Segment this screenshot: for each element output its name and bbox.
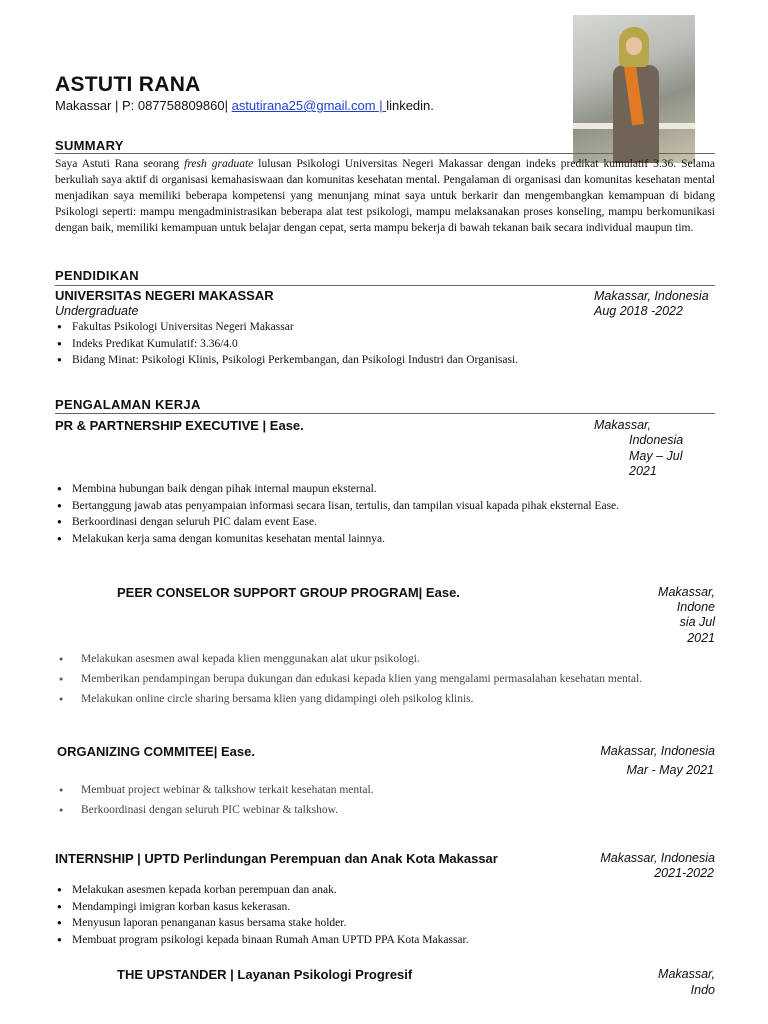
education-divider <box>55 285 715 286</box>
candidate-name: ASTUTI RANA <box>55 73 201 96</box>
job-duties-organizing-committee <box>55 783 715 823</box>
job-location: Makassar, Indonesia <box>600 851 715 865</box>
job-duties-peer-conselor <box>55 652 715 712</box>
school-location: Makassar, Indonesia <box>594 289 709 303</box>
job-location-line: Indonesia <box>629 433 684 447</box>
job-period-line: 2021 <box>629 464 657 478</box>
degree: Undergraduate <box>55 304 139 318</box>
experience-heading: PENGALAMAN KERJA <box>55 397 201 412</box>
list-item: ● Melakukan kerja sama dengan komunitas kesehatan mental lainnya. <box>55 531 675 548</box>
list-item: ● Membuat project webinar & talkshow terkait kesehatan mental. <box>55 783 715 798</box>
education-period: Aug 2018 -2022 <box>594 304 683 318</box>
list-item: ● Menyusun laporan penanganan kasus bersama stake holder. <box>55 915 715 932</box>
list-item: ● Membina hubungan baik dengan pihak internal maupun eksternal. <box>55 481 675 498</box>
summary-divider <box>55 153 715 154</box>
job-location: Makassar, Indonesia <box>600 744 715 758</box>
list-item: ● Melakukan asesmen awal kepada klien menggunakan alat ukur psikologi. <box>55 652 715 667</box>
email-link[interactable]: astutirana25@gmail.com | <box>231 98 387 113</box>
job-period: 2021-2022 <box>654 866 714 880</box>
job-title-organizing-committee: ORGANIZING COMMITEE| Ease. <box>57 744 255 759</box>
education-heading: PENDIDIKAN <box>55 268 139 283</box>
list-item: ● Melakukan asesmen kepada korban perempuan dan anak. <box>55 882 715 899</box>
job-period: Mar - May 2021 <box>626 763 714 777</box>
list-item: ● Mendampingi imigran korban kasus kekerasan. <box>55 899 715 916</box>
summary-text-end: lulusan Psikologi Universitas Negeri Makassar dengan indeks predikat kumulatif 3.36. Selama berkuliah saya aktif di organisasi kemahasiswaan dan komunitas kesehatan mental. Pengalaman di organisasi dan komunitas kesehatan mental menjadikan saya memiliki beberapa kompetensi yang menunjang minat saya untuk berkarir dan mengembangkan kemampuan di bidang Psikologi seperti: mampu mengadministrasikan beberapa alat test psikologi, mampu melaksanakan proses konseling, mampu berkomunikasi dengan baik, memiliki kemampuan untuk belajar dengan cepat, serta mampu bekerja di bawah tekanan baik secara individual maupun tim. <box>55 158 715 234</box>
list-item: ● Fakultas Psikologi Universitas Negeri Makassar <box>55 319 715 336</box>
list-item: ● Berkoordinasi dengan seluruh PIC dalam event Ease. <box>55 514 675 531</box>
job-title-internship: INTERNSHIP | UPTD Perlindungan Perempuan dan Anak Kota Makassar <box>55 851 498 866</box>
list-item: ● Bidang Minat: Psikologi Klinis, Psikologi Perkembangan, dan Psikologi Industri dan Organisasi. <box>55 352 715 369</box>
summary-text-start: Saya Astuti Rana seorang <box>55 158 185 170</box>
education-list <box>55 319 715 369</box>
experience-divider <box>55 413 715 414</box>
job-location-line: Makassar, <box>658 967 715 981</box>
contact-line <box>55 98 434 113</box>
job-location-line: Indone <box>676 600 715 614</box>
job-duties-internship <box>55 882 715 948</box>
summary-paragraph <box>55 156 715 236</box>
job-location-line: sia Jul <box>679 615 715 629</box>
job-location-line: Makassar, <box>594 418 651 432</box>
linkedin-link[interactable]: linkedin. <box>386 98 434 113</box>
job-title-peer-conselor: PEER CONSELOR SUPPORT GROUP PROGRAM| Ease. <box>117 585 460 600</box>
list-item: ● Berkoordinasi dengan seluruh PIC webinar & talkshow. <box>55 803 715 818</box>
list-item: ● Membuat program psikologi kepada binaan Rumah Aman UPTD PPA Kota Makassar. <box>55 932 715 949</box>
profile-photo <box>573 15 695 163</box>
list-item: ● Bertanggung jawab atas penyampaian informasi secara lisan, tertulis, dan tampilan visual kapada pihak eksternal Ease. <box>55 498 675 515</box>
summary-heading: SUMMARY <box>55 138 124 153</box>
summary-text-italic: fresh graduate <box>184 158 254 170</box>
job-title-pr: PR & PARTNERSHIP EXECUTIVE | Ease. <box>55 418 304 433</box>
job-period-line: May – Jul <box>629 449 683 463</box>
job-duties-pr <box>55 481 675 547</box>
job-location-line: Indo <box>690 983 715 997</box>
contact-prefix: Makassar | P: 087758809860| <box>55 98 232 113</box>
list-item: ● Melakukan online circle sharing bersama klien yang didampingi oleh psikolog klinis. <box>55 692 715 707</box>
job-location-line: 2021 <box>687 631 715 645</box>
list-item: ● Indeks Predikat Kumulatif: 3.36/4.0 <box>55 336 715 353</box>
school-name: UNIVERSITAS NEGERI MAKASSAR <box>55 288 274 303</box>
job-location-line: Makassar, <box>658 585 715 599</box>
list-item: ● Memberikan pendampingan berupa dukungan dan edukasi kepada klien yang mengalami permasalahan kesehatan mental. <box>55 672 715 687</box>
job-title-upstander: THE UPSTANDER | Layanan Psikologi Progresif <box>117 967 413 982</box>
